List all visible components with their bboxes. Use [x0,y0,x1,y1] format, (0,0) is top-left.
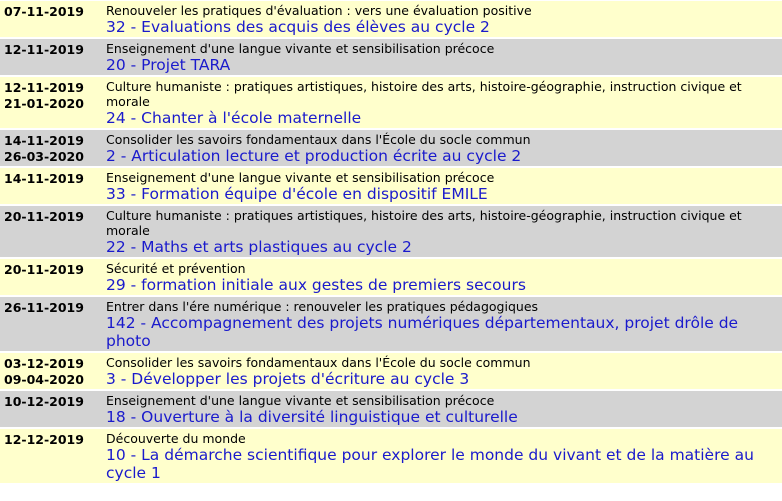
training-info-cell [104,297,782,351]
training-course-link[interactable]: 142 - Accompagnement des projets numériques départementaux, projet drôle de photo [106,314,739,350]
training-row [0,39,782,75]
session-dates-cell [0,168,104,204]
training-course-link[interactable]: 3 - Développer les projets d'écriture au cycle 3 [106,370,470,388]
training-course-link[interactable]: 32 - Evaluations des acquis des élèves au cycle 2 [106,18,490,36]
training-info-cell [104,130,782,166]
training-theme: Entrer dans l'ére numérique : renouveler les pratiques pédagogiques [106,299,539,314]
session-date: 14-11-2019 [4,171,84,186]
training-theme: Enseignement d'une langue vivante et sensibilisation précoce [106,170,495,185]
training-info-cell [104,429,782,483]
training-theme: Culture humaniste : pratiques artistiques, histoire des arts, histoire-géographie, instruction civique et morale [106,208,742,238]
session-date: 20-11-2019 [4,209,84,224]
training-course-link[interactable]: 33 - Formation équipe d'école en dispositif EMILE [106,185,488,203]
session-dates-cell [0,259,104,295]
session-dates-cell [0,130,104,166]
training-info-cell [104,206,782,257]
training-theme: Découverte du monde [106,431,246,446]
session-date: 07-11-2019 [4,4,84,19]
training-theme: Culture humaniste : pratiques artistiques, histoire des arts, histoire-géographie, instruction civique et morale [106,79,742,109]
session-dates-cell [0,391,104,427]
training-row [0,353,782,389]
training-theme: Enseignement d'une langue vivante et sensibilisation précoce [106,41,495,56]
training-info-cell [104,39,782,75]
session-dates-cell [0,206,104,257]
training-row [0,429,782,483]
training-theme: Renouveler les pratiques d'évaluation : vers une évaluation positive [106,3,532,18]
training-list-body [0,1,782,483]
session-date: 10-12-2019 [4,394,84,409]
session-date: 03-12-2019 [4,356,84,371]
training-info-cell [104,168,782,204]
session-date: 12-12-2019 [4,432,84,447]
training-course-link[interactable]: 29 - formation initiale aux gestes de premiers secours [106,276,526,294]
training-theme: Consolider les savoirs fondamentaux dans l'École du socle commun [106,355,531,370]
training-info-cell [104,391,782,427]
session-dates-cell [0,429,104,483]
training-row [0,130,782,166]
training-row [0,391,782,427]
session-dates-cell [0,77,104,128]
session-date: 14-11-2019 [4,133,84,148]
training-row [0,297,782,351]
session-date: 09-04-2020 [4,372,84,387]
training-row [0,77,782,128]
session-date: 20-11-2019 [4,262,84,277]
training-theme: Sécurité et prévention [106,261,246,276]
training-course-link[interactable]: 22 - Maths et arts plastiques au cycle 2 [106,238,412,256]
training-row [0,259,782,295]
training-info-cell [104,353,782,389]
session-dates-cell [0,297,104,351]
session-date: 12-11-2019 [4,42,84,57]
training-info-cell [104,259,782,295]
training-theme: Enseignement d'une langue vivante et sensibilisation précoce [106,393,495,408]
training-course-link[interactable]: 18 - Ouverture à la diversité linguistique et culturelle [106,408,518,426]
training-course-link[interactable]: 20 - Projet TARA [106,56,231,74]
training-info-cell [104,1,782,37]
session-date: 21-01-2020 [4,96,84,111]
training-info-cell [104,77,782,128]
session-dates-cell [0,1,104,37]
training-course-link[interactable]: 24 - Chanter à l'école maternelle [106,109,362,127]
training-row [0,1,782,37]
training-course-link[interactable]: 10 - La démarche scientifique pour explorer le monde du vivant et de la matière au cycle 1 [106,446,754,482]
training-theme: Consolider les savoirs fondamentaux dans l'École du socle commun [106,132,531,147]
session-date: 12-11-2019 [4,80,84,95]
session-dates-cell [0,353,104,389]
session-dates-cell [0,39,104,75]
training-row [0,168,782,204]
session-date: 26-11-2019 [4,300,84,315]
session-date: 26-03-2020 [4,149,84,164]
training-row [0,206,782,257]
training-course-link[interactable]: 2 - Articulation lecture et production écrite au cycle 2 [106,147,522,165]
